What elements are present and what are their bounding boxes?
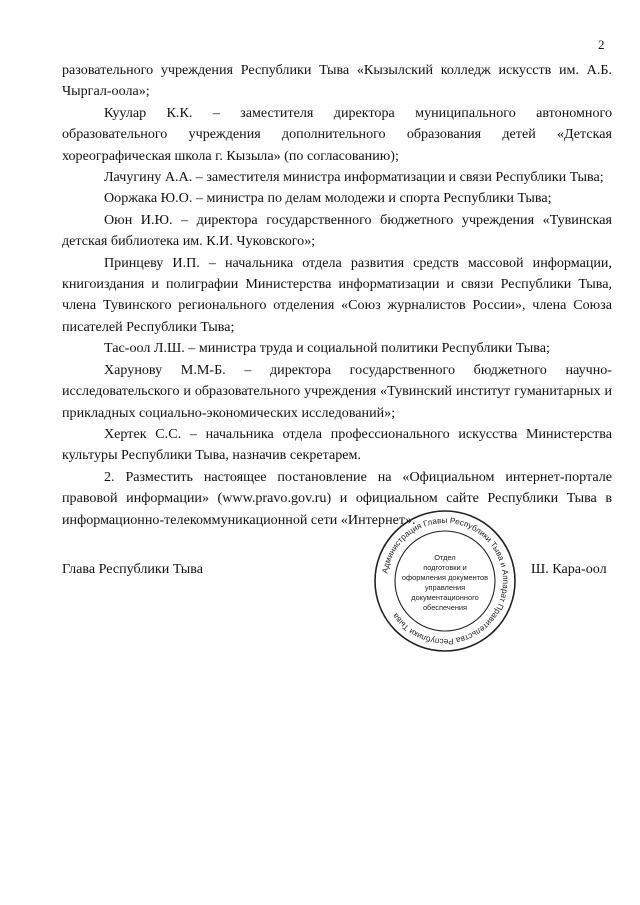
stamp-center-line: Отдел bbox=[434, 553, 456, 562]
stamp-ring-text: Администрация Главы Республики Тыва и Аппарат Правительства Республики Тыва bbox=[380, 515, 511, 647]
paragraph: Принцеву И.П. – начальника отдела развития средств массовой информации, книгоиздания и полиграфии Министерства информатизации и связи Республики Тыва, члена Тувинского регионального отделения «Союз журналистов России», члена Союза писателей Республики Тыва; bbox=[62, 254, 612, 335]
official-stamp bbox=[372, 508, 518, 654]
signatory-name: Ш. Кара-оол bbox=[531, 561, 607, 577]
paragraph: Харунову М.М-Б. – директора государственного бюджетного научно-исследовательского и образовательного учреждения «Тувинский институт гуманитарных и прикладных социально-экономических исследований»; bbox=[62, 361, 612, 421]
stamp-center-line: оформления документов bbox=[401, 573, 489, 582]
paragraph: Хертек С.С. – начальника отдела профессионального искусства Министерства культуры Республики Тыва, назначив секретарем. bbox=[62, 425, 612, 464]
paragraph: Тас-оол Л.Ш. – министра труда и социальной политики Республики Тыва; bbox=[104, 340, 550, 357]
stamp-center-line: обеспечения bbox=[422, 603, 468, 612]
paragraph: разовательного учреждения Республики Тыва «Кызылский колледж искусств им. А.Б. Чыргал-оола»; bbox=[62, 62, 612, 100]
page-number: 2 bbox=[598, 37, 605, 52]
document-body bbox=[62, 60, 612, 531]
paragraph: Ооржака Ю.О. – министра по делам молодежи и спорта Республики Тыва; bbox=[104, 190, 552, 207]
paragraph: Оюн И.Ю. – директора государственного бюджетного учреждения «Тувинская детская библиотека им. К.И. Чуковского»; bbox=[62, 211, 612, 250]
stamp-center-line: подготовки и bbox=[423, 563, 467, 572]
paragraph: Куулар К.К. – заместителя директора муниципального автономного образовательного учреждения дополнительного образования детей «Детская хореографическая школа г. Кызыла» (по согласованию); bbox=[62, 104, 612, 164]
signatory-position: Глава Республики Тыва bbox=[62, 561, 203, 577]
stamp-center-line: документационного bbox=[411, 593, 479, 602]
paragraph: Лачугину А.А. – заместителя министра информатизации и связи Республики Тыва; bbox=[104, 169, 604, 186]
paragraph: 2. Разместить настоящее постановление на «Официальном интернет-портале правовой информации» (www.pravo.gov.ru) и официальном сайте Республики Тыва в информационно-телекоммуникационной сети «Интернет». bbox=[62, 468, 612, 528]
stamp-center-line: управления bbox=[424, 583, 466, 592]
